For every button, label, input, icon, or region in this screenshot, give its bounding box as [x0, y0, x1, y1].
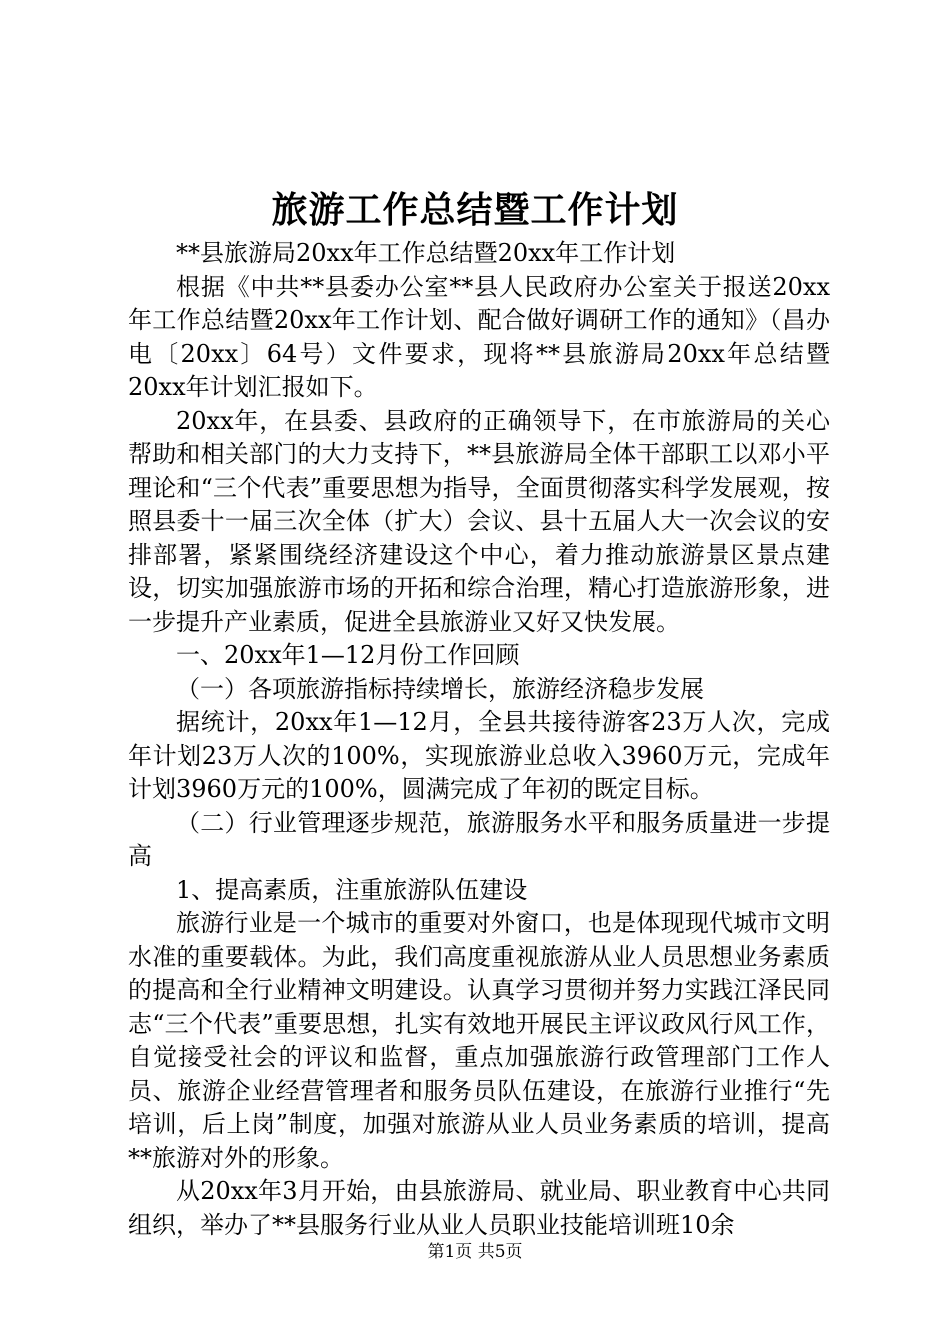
paragraph-subtitle: **县旅游局20xx年工作总结暨20xx年工作计划 [176, 239, 676, 267]
section-heading-review: 一、20xx年1—12月份工作回顾 [176, 641, 520, 669]
subsection-heading-indicators: （一）各项旅游指标持续增长，旅游经济稳步发展 [176, 674, 704, 703]
paragraph-statistics: 据统计，20xx年1—12月，全县共接待游客23万人次，完成年计划23万人次的100%，实现旅游业总收入3960万元，完成年计划3960万元的100%，圆满完成了年初的既定目标。 [128, 708, 830, 803]
item-heading-quality: 1、提高素质，注重旅游队伍建设 [176, 875, 528, 904]
paragraph-overview: 20xx年，在县委、县政府的正确领导下，在市旅游局的关心帮助和相关部门的大力支持下，**县旅游局全体干部职工以邓小平理论和“三个代表”重要思想为指导，全面贯彻落实科学发展观，按照县委十一届三次全体（扩大）会议、县十五届人大一次会议的安排部署，紧紧围绕经济建设这个中心，着力推动旅游景区景点建设，切实加强旅游市场的开拓和综合治理，精心打造旅游形象，进一步提升产业素质，促进全县旅游业又好又快发展。 [128, 406, 830, 636]
document-title: 旅游工作总结暨工作计划 [271, 189, 679, 231]
page-footer: 第1页 共5页 [427, 1242, 523, 1262]
subsection-heading-management: （二）行业管理逐步规范，旅游服务水平和服务质量进一步提高 [128, 808, 830, 870]
paragraph-training: 从20xx年3月开始，由县旅游局、就业局、职业教育中心共同组织，举办了**县服务行业从业人员职业技能培训班10余 [128, 1177, 830, 1239]
paragraph-quality: 旅游行业是一个城市的重要对外窗口，也是体现现代城市文明水准的重要载体。为此，我们高度重视旅游从业人员思想业务素质的提高和全行业精神文明建设。认真学习贯彻并努力实践江泽民同志“三个代表”重要思想，扎实有效地开展民主评议政风行风工作，自觉接受社会的评议和监督，重点加强旅游行政管理部门工作人员、旅游企业经营管理者和服务员队伍建设，在旅游行业推行“先培训，后上岗”制度，加强对旅游从业人员业务素质的培训，提高**旅游对外的形象。 [128, 909, 830, 1172]
paragraph-intro: 根据《中共**县委办公室**县人民政府办公室关于报送20xx年工作总结暨20xx年工作计划、配合做好调研工作的通知》（昌办电〔20xx〕64号）文件要求，现将**县旅游局20xx年总结暨20xx年计划汇报如下。 [128, 272, 830, 401]
document-body [128, 237, 830, 1242]
